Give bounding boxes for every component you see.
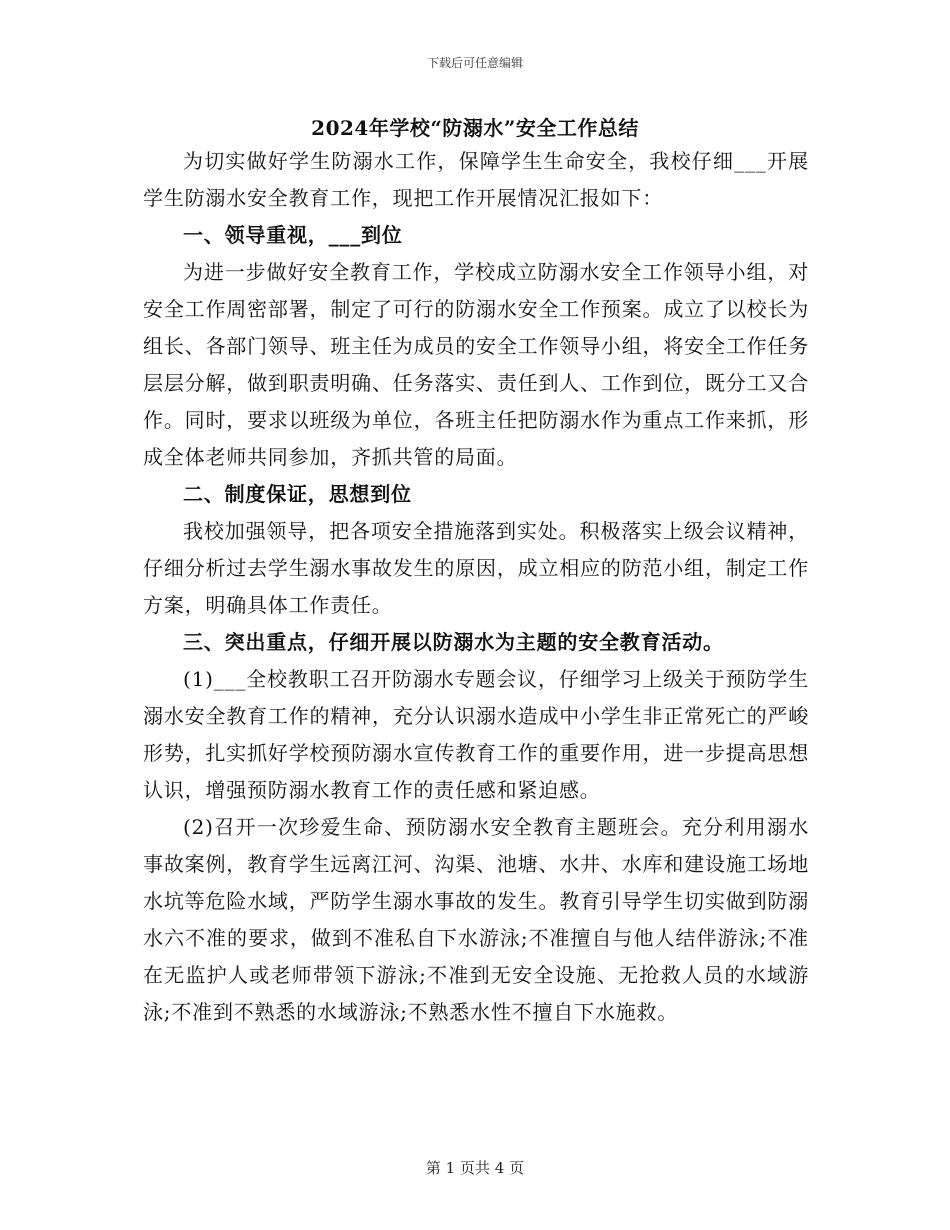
intro-paragraph: 为切实做好学生防溺水工作，保障学生生命安全，我校仔细___开展学生防溺水安全教育工作，现把工作开展情况汇报如下：	[143, 149, 809, 210]
document-body	[143, 143, 809, 1031]
section-heading-3: 三、突出重点，仔细开展以防溺水为主题的安全教育活动。	[183, 630, 724, 654]
section-1-paragraph: 为进一步做好安全教育工作，学校成立防溺水安全工作领导小组，对安全工作周密部署，制定了可行的防溺水安全工作预案。成立了以校长为组长、各部门领导、班主任为成员的安全工作领导小组，将安全工作任务层层分解，做到职责明确、任务落实、责任到人、工作到位，既分工又合作。同时，要求以班级为单位，各班主任把防溺水作为重点工作来抓，形成全体老师共同参加，齐抓共管的局面。	[143, 260, 809, 469]
header-note: 下载后可任意编辑	[426, 56, 523, 70]
section-2-paragraph: 我校加强领导，把各项安全措施落到实处。积极落实上级会议精神，仔细分析过去学生溺水事故发生的原因，成立相应的防范小组，制定工作方案，明确具体工作责任。	[143, 519, 809, 617]
section-3-item-2: (2)召开一次珍爱生命、预防溺水安全教育主题班会。充分利用溺水事故案例，教育学生远离江河、沟渠、池塘、水井、水库和建设施工场地水坑等危险水域，严防学生溺水事故的发生。教育引导学生切实做到防溺水六不准的要求，做到不准私自下水游泳;不准擅自与他人结伴游泳;不准在无监护人或老师带领下游泳;不准到无安全设施、无抢救人员的水域游泳;不准到不熟悉的水域游泳;不熟悉水性不擅自下水施救。	[143, 815, 809, 1024]
page-number-footer: 第 1 页共 4 页	[425, 1159, 525, 1177]
section-3-item-1: (1)___全校教职工召开防溺水专题会议，仔细学习上级关于预防学生溺水安全教育工作的精神，充分认识溺水造成中小学生非正常死亡的严峻形势，扎实抓好学校预防溺水宣传教育工作的重要作用，进一步提高思想认识，增强预防溺水教育工作的责任感和紧迫感。	[143, 667, 809, 802]
section-heading-2: 二、制度保证，思想到位	[183, 482, 412, 506]
document-title: 2024年学校“防溺水”安全工作总结	[311, 116, 639, 140]
section-heading-1: 一、领导重视，___到位	[183, 223, 403, 247]
